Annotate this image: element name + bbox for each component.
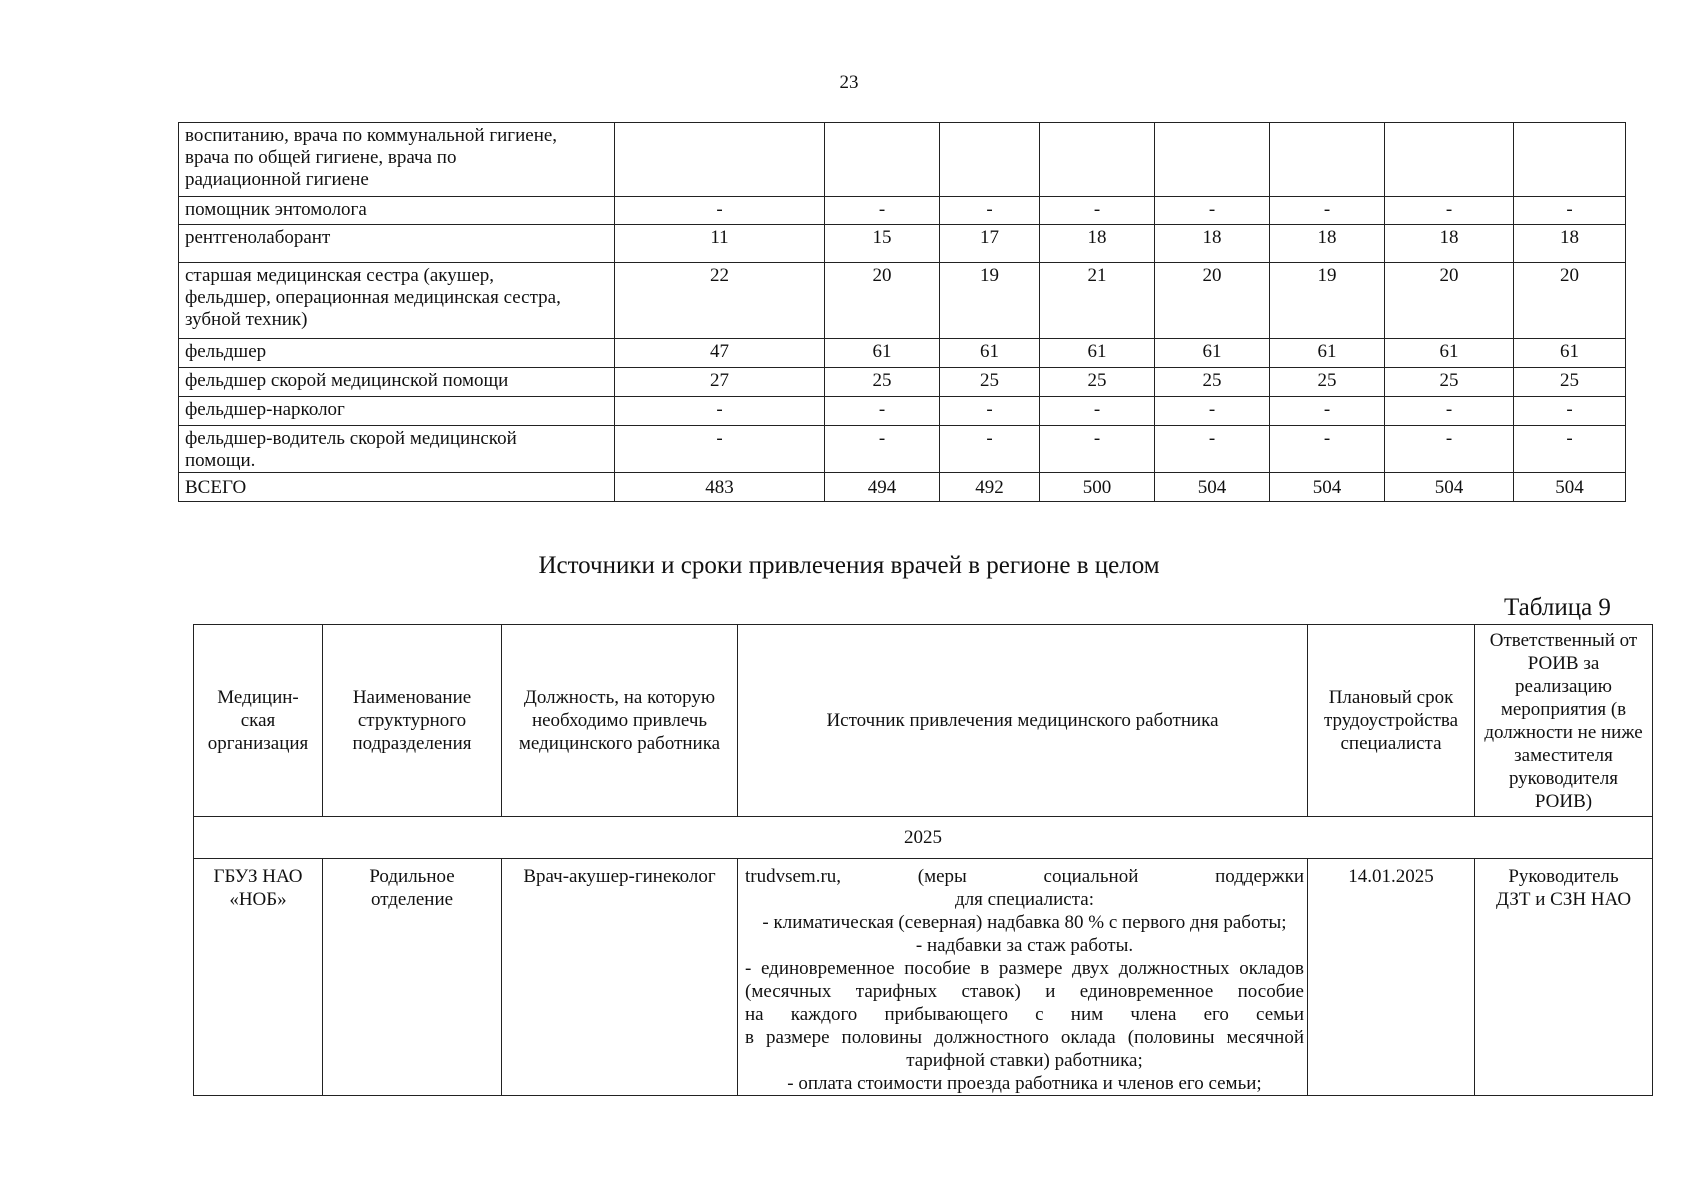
staff-value-cell: - bbox=[1155, 397, 1270, 426]
header-responsible bbox=[1475, 625, 1653, 817]
staff-value-cell: - bbox=[1385, 397, 1514, 426]
staff-value-cell: - bbox=[825, 397, 940, 426]
position-label-cell bbox=[179, 263, 615, 339]
staff-value-cell bbox=[615, 123, 825, 197]
header-position bbox=[502, 625, 738, 817]
position-label-cell bbox=[179, 473, 615, 502]
staff-value-cell: 19 bbox=[1270, 263, 1385, 339]
year-row bbox=[194, 817, 1653, 859]
staff-value-cell: - bbox=[1385, 426, 1514, 473]
position-label-cell bbox=[179, 368, 615, 397]
staff-value-cell: 20 bbox=[825, 263, 940, 339]
staff-value-cell: 18 bbox=[1155, 225, 1270, 263]
staff-value-cell: 47 bbox=[615, 339, 825, 368]
staff-value-cell: 11 bbox=[615, 225, 825, 263]
staff-value-cell: - bbox=[1040, 197, 1155, 225]
staff-value-cell: 61 bbox=[1514, 339, 1626, 368]
source-line: trudvsem.ru, (меры социальной поддержки bbox=[745, 866, 1304, 887]
organization-cell bbox=[194, 859, 323, 1096]
staff-value-cell bbox=[1385, 123, 1514, 197]
position-label-cell bbox=[179, 123, 615, 197]
source-line: в размере половины должностного оклада (половины месячной bbox=[745, 1027, 1304, 1048]
staff-value-cell: 492 bbox=[940, 473, 1040, 502]
header-position-line: необходимо привлечь bbox=[531, 710, 708, 731]
staff-value-cell: - bbox=[615, 197, 825, 225]
position-label-line: помощи. bbox=[185, 450, 256, 471]
page-number: 23 bbox=[839, 72, 859, 93]
header-responsible-line: РОИВ за bbox=[1527, 652, 1600, 674]
staff-value-cell: 17 bbox=[940, 225, 1040, 263]
staff-value-cell: 15 bbox=[825, 225, 940, 263]
header-organization bbox=[194, 625, 323, 817]
staff-value-cell: 61 bbox=[1155, 339, 1270, 368]
source-row bbox=[194, 859, 1653, 1096]
position-label-line: врача по общей гигиене, врача по bbox=[185, 147, 457, 168]
staff-value-cell: - bbox=[615, 426, 825, 473]
header-department-line: подразделения bbox=[352, 733, 472, 754]
staff-value-cell: 25 bbox=[1270, 368, 1385, 397]
source-line: - климатическая (северная) надбавка 80 % с первого дня работы; bbox=[762, 912, 1287, 933]
position-label-line: рентгенолаборант bbox=[185, 227, 331, 248]
header-source bbox=[738, 625, 1308, 817]
header-responsible-line: Ответственный от bbox=[1489, 629, 1638, 651]
header-department-line: Наименование bbox=[352, 687, 472, 708]
staff-row bbox=[179, 473, 1626, 502]
staff-value-cell bbox=[825, 123, 940, 197]
responsible-cell bbox=[1475, 859, 1653, 1096]
department-line: отделение bbox=[370, 889, 454, 910]
staff-row bbox=[179, 225, 1626, 263]
staff-value-cell: 20 bbox=[1514, 263, 1626, 339]
header-deadline-line: Плановый срок bbox=[1328, 687, 1454, 708]
header-deadline-line: специалиста bbox=[1340, 733, 1442, 754]
staff-row bbox=[179, 339, 1626, 368]
source-line: - оплата стоимости проезда работника и членов его семьи; bbox=[787, 1073, 1262, 1094]
header-responsible-line: мероприятия (в bbox=[1500, 698, 1627, 720]
staff-table bbox=[178, 122, 1626, 502]
header-organization-line: ская bbox=[240, 710, 276, 731]
staff-row bbox=[179, 197, 1626, 225]
staff-value-cell: 61 bbox=[1385, 339, 1514, 368]
staff-value-cell: - bbox=[940, 426, 1040, 473]
staff-value-cell: - bbox=[1270, 197, 1385, 225]
staff-value-cell bbox=[1514, 123, 1626, 197]
department-line: Родильное bbox=[369, 866, 455, 887]
header-organization-line: Медицин- bbox=[217, 687, 299, 708]
position-label-cell bbox=[179, 426, 615, 473]
header-position-line: Должность, на которую bbox=[523, 687, 716, 708]
staff-value-cell: 25 bbox=[940, 368, 1040, 397]
staff-value-cell: 25 bbox=[1514, 368, 1626, 397]
staff-value-cell: - bbox=[1514, 197, 1626, 225]
staff-value-cell: 504 bbox=[1155, 473, 1270, 502]
header-responsible-line: должности не ниже bbox=[1484, 721, 1643, 743]
year-cell: 2025 bbox=[194, 817, 1653, 859]
staff-value-cell: 61 bbox=[825, 339, 940, 368]
header-responsible-line: руководителя bbox=[1508, 767, 1619, 789]
header-responsible-line: реализацию bbox=[1515, 675, 1612, 697]
staff-value-cell: 18 bbox=[1514, 225, 1626, 263]
sources-table bbox=[193, 624, 1653, 1096]
staff-value-cell: 504 bbox=[1270, 473, 1385, 502]
staff-row bbox=[179, 123, 1626, 197]
position-label-line: фельдшер скорой медицинской помощи bbox=[185, 370, 509, 391]
staff-value-cell bbox=[1040, 123, 1155, 197]
staff-value-cell: 18 bbox=[1385, 225, 1514, 263]
staff-value-cell: 500 bbox=[1040, 473, 1155, 502]
position-label-line: воспитанию, врача по коммунальной гигиене, bbox=[185, 125, 558, 146]
staff-value-cell: 504 bbox=[1385, 473, 1514, 502]
staff-value-cell: - bbox=[1514, 397, 1626, 426]
position-cell: Врач-акушер-гинеколог bbox=[502, 859, 738, 1096]
staff-value-cell: - bbox=[1040, 426, 1155, 473]
staff-value-cell: - bbox=[940, 197, 1040, 225]
staff-value-cell: 61 bbox=[1270, 339, 1385, 368]
source-line: - надбавки за стаж работы. bbox=[915, 935, 1134, 956]
staff-value-cell: 25 bbox=[1040, 368, 1155, 397]
staff-value-cell: 25 bbox=[825, 368, 940, 397]
staff-value-cell: 20 bbox=[1385, 263, 1514, 339]
position-label-cell bbox=[179, 397, 615, 426]
staff-value-cell bbox=[1270, 123, 1385, 197]
staff-value-cell: 494 bbox=[825, 473, 940, 502]
staff-value-cell: 27 bbox=[615, 368, 825, 397]
staff-value-cell: 61 bbox=[1040, 339, 1155, 368]
source-line: на каждого прибывающего с ним члена его семьи bbox=[745, 1004, 1304, 1025]
sources-header-row bbox=[194, 625, 1653, 817]
header-department-line: структурного bbox=[357, 710, 467, 731]
position-label-line: ВСЕГО bbox=[185, 477, 247, 498]
header-organization-line: организация bbox=[207, 733, 309, 754]
position-label-line: фельдшер, операционная медицинская сестра, bbox=[185, 287, 561, 308]
staff-value-cell: - bbox=[1155, 197, 1270, 225]
organization-line: «НОБ» bbox=[229, 889, 287, 910]
staff-value-cell: 61 bbox=[940, 339, 1040, 368]
staff-value-cell: - bbox=[1270, 426, 1385, 473]
staff-value-cell bbox=[940, 123, 1040, 197]
staff-value-cell: - bbox=[1040, 397, 1155, 426]
position-label-line: фельдшер bbox=[185, 341, 267, 362]
responsible-line: ДЗТ и СЗН НАО bbox=[1495, 889, 1632, 910]
staff-value-cell: 21 bbox=[1040, 263, 1155, 339]
staff-value-cell: - bbox=[1270, 397, 1385, 426]
staff-value-cell: - bbox=[1155, 426, 1270, 473]
staff-value-cell: - bbox=[825, 426, 940, 473]
staff-value-cell: - bbox=[1514, 426, 1626, 473]
staff-value-cell: 22 bbox=[615, 263, 825, 339]
section-title: Источники и сроки привлечения врачей в регионе в целом bbox=[538, 552, 1160, 579]
responsible-line: Руководитель bbox=[1508, 866, 1619, 887]
header-source-line: Источник привлечения медицинского работника bbox=[826, 710, 1219, 731]
header-deadline-line: трудоустройства bbox=[1323, 710, 1459, 731]
header-position-line: медицинского работника bbox=[518, 733, 721, 754]
staff-row bbox=[179, 263, 1626, 339]
header-department bbox=[323, 625, 502, 817]
staff-value-cell bbox=[1155, 123, 1270, 197]
staff-row bbox=[179, 397, 1626, 426]
department-cell bbox=[323, 859, 502, 1096]
staff-row bbox=[179, 368, 1626, 397]
position-label-cell bbox=[179, 197, 615, 225]
position-label-line: фельдшер-водитель скорой медицинской bbox=[185, 428, 517, 449]
header-responsible-line: РОИВ) bbox=[1534, 790, 1593, 812]
staff-value-cell: 504 bbox=[1514, 473, 1626, 502]
source-line: тарифной ставки) работника; bbox=[906, 1050, 1143, 1071]
position-label-line: помощник энтомолога bbox=[185, 199, 367, 220]
staff-value-cell: - bbox=[1385, 197, 1514, 225]
staff-value-cell: 25 bbox=[1385, 368, 1514, 397]
position-label-cell bbox=[179, 339, 615, 368]
source-line: - единовременное пособие в размере двух должностных окладов bbox=[745, 958, 1304, 979]
header-deadline bbox=[1308, 625, 1475, 817]
deadline-cell: 14.01.2025 bbox=[1308, 859, 1475, 1096]
staff-value-cell: 18 bbox=[1270, 225, 1385, 263]
staff-value-cell: 25 bbox=[1155, 368, 1270, 397]
staff-value-cell: 20 bbox=[1155, 263, 1270, 339]
staff-value-cell: 483 bbox=[615, 473, 825, 502]
organization-line: ГБУЗ НАО bbox=[213, 866, 303, 887]
staff-value-cell: - bbox=[940, 397, 1040, 426]
staff-value-cell: 19 bbox=[940, 263, 1040, 339]
position-label-line: старшая медицинская сестра (акушер, bbox=[185, 265, 495, 286]
source-line: для специалиста: bbox=[955, 889, 1094, 910]
position-label-cell bbox=[179, 225, 615, 263]
source-line: (месячных тарифных ставок) и единовременное пособие bbox=[745, 981, 1304, 1002]
position-label-line: фельдшер-нарколог bbox=[185, 399, 345, 420]
staff-row bbox=[179, 426, 1626, 473]
header-responsible-line: заместителя bbox=[1514, 744, 1613, 766]
position-label-line: радиационной гигиене bbox=[185, 169, 369, 190]
staff-value-cell: - bbox=[825, 197, 940, 225]
staff-value-cell: - bbox=[615, 397, 825, 426]
staff-value-cell: 18 bbox=[1040, 225, 1155, 263]
position-label-line: зубной техник) bbox=[185, 309, 308, 330]
source-cell bbox=[738, 859, 1308, 1096]
table-caption: Таблица 9 bbox=[1504, 594, 1611, 621]
